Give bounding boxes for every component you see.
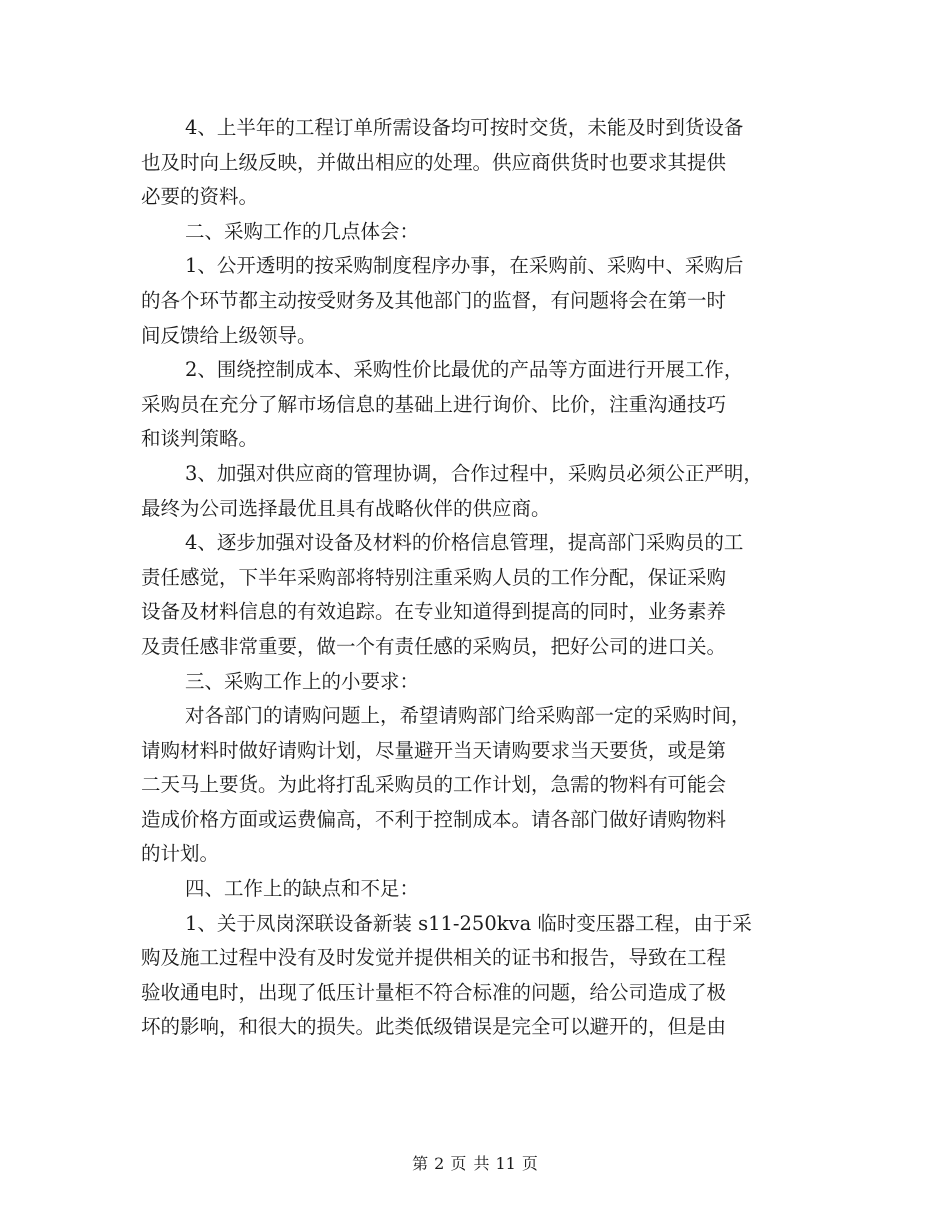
text-line: 和谈判策略。	[141, 427, 259, 451]
text-line: 坏的影响，和很大的损失。此类低级错误是完全可以避开的，但是由	[141, 1015, 727, 1039]
text-line: 最终为公司选择最优且具有战略伙伴的供应商。	[141, 496, 551, 520]
text-line: 4、上半年的工程订单所需设备均可按时交货，未能及时到货设备	[185, 116, 744, 139]
text-line: 3、加强对供应商的管理协调，合作过程中，采购员必须公正严明，	[185, 461, 763, 485]
text-line: 也及时向上级反映，并做出相应的处理。供应商供货时也要求其提供	[141, 150, 727, 174]
footer-middle: 页 共	[450, 1154, 490, 1173]
text-line: 间反馈给上级领导。	[141, 323, 317, 347]
footer-suffix: 页	[521, 1154, 538, 1173]
footer-prefix: 第	[412, 1154, 429, 1173]
text-line: 4、逐步加强对设备及材料的价格信息管理，提高部门采购员的工	[185, 531, 744, 555]
text-line: 造成价格方面或运费偏高，不利于控制成本。请各部门做好请购物料	[141, 807, 727, 831]
text-line: 三、采购工作上的小要求：	[185, 669, 420, 693]
text-line: 的计划。	[141, 842, 220, 866]
text-line: 四、工作上的缺点和不足：	[185, 877, 420, 901]
text-line: 对各部门的请购问题上，希望请购部门给采购部一定的采购时间，	[185, 704, 751, 728]
paragraph-lines	[141, 111, 841, 1045]
footer-page-number: 2	[434, 1154, 445, 1173]
text-line: 设备及材料信息的有效追踪。在专业知道得到提高的同时，业务素养	[141, 600, 727, 624]
text-line: 二、采购工作的几点体会：	[185, 219, 420, 243]
text-line: 请购材料时做好请购计划，尽量避开当天请购要求当天要货，或是第	[141, 738, 727, 762]
text-line: 验收通电时，出现了低压计量柜不符合标准的问题，给公司造成了极	[141, 980, 727, 1004]
text-line: 1、公开透明的按采购制度程序办事，在采购前、采购中、采购后	[185, 254, 744, 278]
text-line: 采购员在充分了解市场信息的基础上进行询价、比价，注重沟通技巧	[141, 392, 727, 416]
text-line: 购及施工过程中没有及时发觉并提供相关的证书和报告，导致在工程	[141, 946, 727, 970]
text-line: 二天马上要货。为此将打乱采购员的工作计划，急需的物料有可能会	[141, 773, 727, 797]
text-line: 1、关于凤岗深联设备新装 s11-250kva 临时变压器工程，由于采	[185, 911, 752, 935]
text-line: 及责任感非常重要，做一个有责任感的采购员，把好公司的进口关。	[141, 634, 727, 658]
footer-total-pages: 11	[495, 1154, 516, 1173]
text-line: 必要的资料。	[141, 185, 259, 209]
text-line: 责任感觉，下半年采购部将特别注重采购人员的工作分配，保证采购	[141, 565, 727, 589]
text-line: 2、围绕控制成本、采购性价比最优的产品等方面进行开展工作，	[185, 358, 744, 382]
page-footer	[0, 1152, 950, 1176]
text-line: 的各个环节都主动按受财务及其他部门的监督，有问题将会在第一时	[141, 288, 727, 312]
document-body	[141, 111, 841, 1045]
